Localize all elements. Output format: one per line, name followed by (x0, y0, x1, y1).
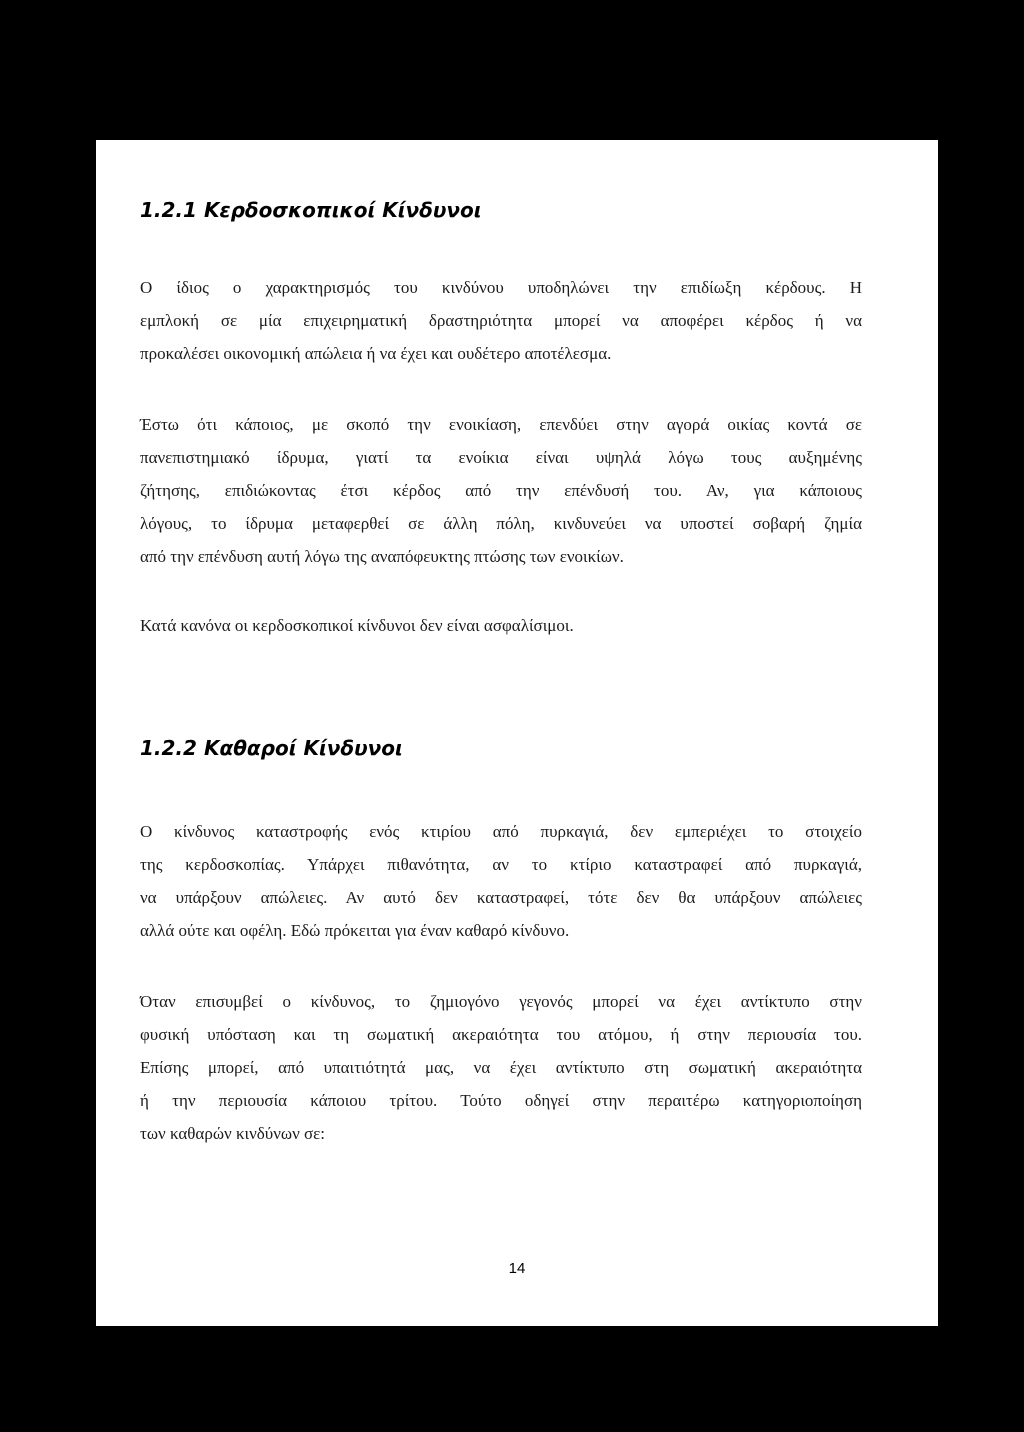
paragraph-pure-risk-example (140, 815, 862, 947)
text-line: Ο ίδιος ο χαρακτηρισμός του κινδύνου υποδηλώνει την επιδίωξη κέρδους. Η (140, 278, 862, 297)
text-line: Επίσης μπορεί, από υπαιτιότητά μας, να έχει αντίκτυπο στη σωματική ακεραιότητα (140, 1058, 862, 1077)
text-line: Ο κίνδυνος καταστροφής ενός κτιρίου από πυρκαγιά, δεν εμπεριέχει το στοιχείο (140, 822, 862, 841)
text-line: από την επένδυση αυτή λόγω της αναπόφευκτης πτώσης των ενοικίων. (140, 547, 624, 566)
text-line: των καθαρών κινδύνων σε: (140, 1124, 326, 1143)
text-line: φυσική υπόσταση και τη σωματική ακεραιότητα του ατόμου, ή στην περιουσία του. (140, 1025, 862, 1044)
section-title: Κερδοσκοπικοί Κίνδυνοι (203, 198, 482, 222)
text-line: Όταν επισυμβεί ο κίνδυνος, το ζημιογόνο γεγονός μπορεί να έχει αντίκτυπο στην (140, 992, 862, 1011)
paragraph-example (140, 408, 862, 573)
page-number: 14 (508, 1260, 526, 1277)
text-line: Έστω ότι κάποιος, με σκοπό την ενοικίαση, επενδύει στην αγορά οικίας κοντά σε (140, 415, 862, 434)
section-heading-pure-risks (140, 736, 403, 760)
paragraph-insurability (140, 609, 862, 642)
text-line: ή την περιουσία κάποιου τρίτου. Τούτο οδηγεί στην περαιτέρω κατηγοριοποίηση (140, 1091, 862, 1110)
section-title: Καθαροί Κίνδυνοι (203, 736, 403, 760)
text-line: αλλά ούτε και οφέλη. Εδώ πρόκειται για έναν καθαρό κίνδυνο. (140, 921, 570, 940)
section-number: 1.2.1 (140, 198, 197, 222)
text-line: εμπλοκή σε μία επιχειρηματική δραστηριότητα μπορεί να αποφέρει κέρδος ή να (140, 311, 862, 330)
document-page (96, 140, 938, 1326)
section-number: 1.2.2 (140, 736, 197, 760)
text-line: λόγους, το ίδρυμα μεταφερθεί σε άλλη πόλη, κινδυνεύει να υποστεί σοβαρή ζημία (140, 514, 862, 533)
text-line: ζήτησης, επιδιώκοντας έτσι κέρδος από την επένδυσή του. Αν, για κάποιους (140, 481, 862, 500)
text-line: Κατά κανόνα οι κερδοσκοπικοί κίνδυνοι δεν είναι ασφαλίσιμοι. (140, 616, 574, 635)
paragraph-categorization (140, 985, 862, 1150)
text-line: να υπάρξουν απώλειες. Αν αυτό δεν καταστραφεί, τότε δεν θα υπάρξουν απώλειες (140, 888, 862, 907)
paragraph-definition (140, 271, 862, 370)
text-line: πανεπιστημιακό ίδρυμα, γιατί τα ενοίκια είναι υψηλά λόγω τους αυξημένης (140, 448, 862, 467)
section-heading-speculative-risks (140, 198, 482, 222)
text-line: προκαλέσει οικονομική απώλεια ή να έχει και ουδέτερο αποτέλεσμα. (140, 344, 612, 363)
text-line: της κερδοσκοπίας. Υπάρχει πιθανότητα, αν το κτίριο καταστραφεί από πυρκαγιά, (140, 855, 862, 874)
